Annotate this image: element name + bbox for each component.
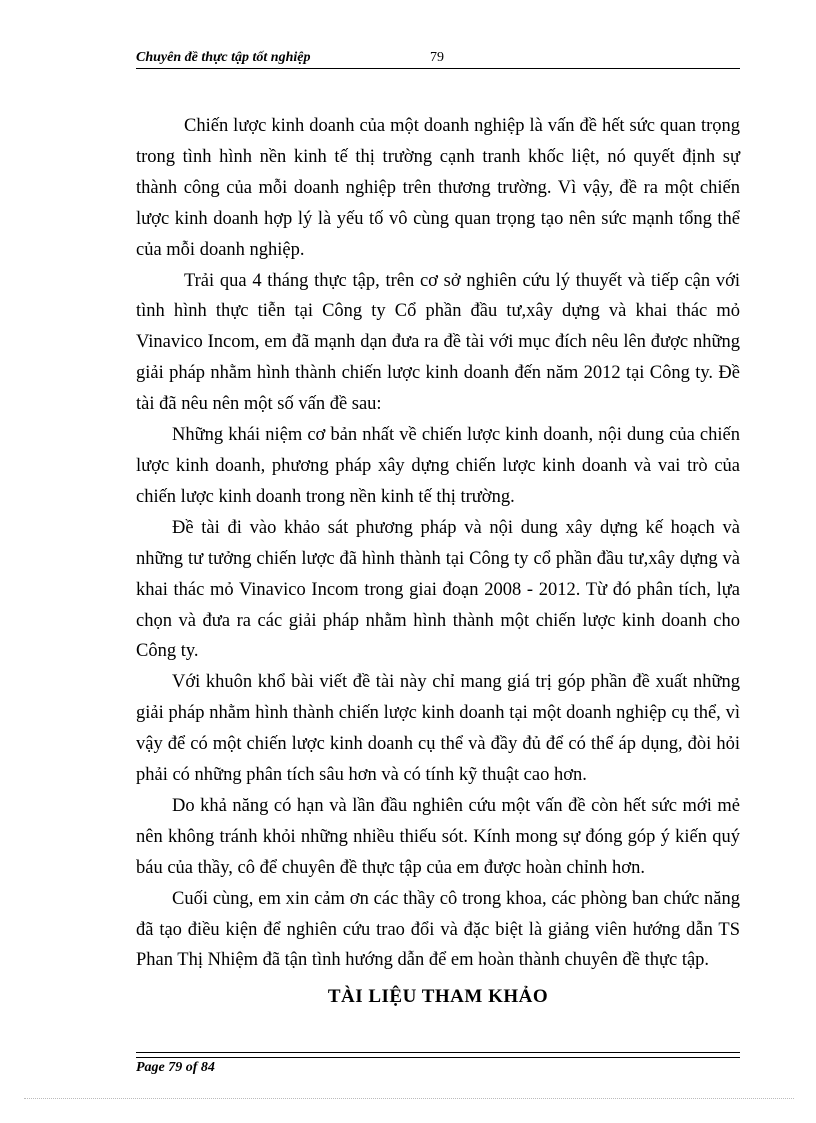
header-title: Chuyên đề thực tập tốt nghiệp	[136, 50, 311, 65]
paragraph: Với khuôn khổ bài viết đề tài này chỉ mang giá trị góp phần đề xuất những giải pháp nhằm hình thành chiến lược kinh doanh tại một doanh nghiệp cụ thể, vì vậy để có một chiến lược kinh doanh cụ thể và đầy đủ để có thể áp dụng, đòi hỏi phải có những phân tích sâu hơn và có tính kỹ thuật cao hơn.	[136, 672, 740, 786]
paragraph: Những khái niệm cơ bản nhất về chiến lược kinh doanh, nội dung của chiến lược kinh doanh, phương pháp xây dựng chiến lược kinh doanh và vai trò của chiến lược kinh doanh trong nền kinh tế thị trường.	[136, 425, 740, 507]
paragraph: Do khả năng có hạn và lần đầu nghiên cứu một vấn đề còn hết sức mới mẻ nên không tránh khỏi những nhiều thiếu sót. Kính mong sự đóng góp ý kiến quý báu của thầy, cô để chuyên đề thực tập của em được hoàn chỉnh hơn.	[136, 795, 740, 878]
header-page-number: 79	[430, 50, 444, 65]
paragraph: Đề tài đi vào khảo sát phương pháp và nội dung xây dựng kế hoạch và những tư tưởng chiến lược đã hình thành tại Công ty cổ phần đầu tư,xây dựng và khai thác mỏ Vinavico Incom trong giai đoạn 2008 - 2012. Từ đó phân tích, lựa chọn và đưa ra các giải pháp nhằm hình thành một chiến lược kinh doanh cho Công ty.	[136, 517, 740, 662]
page-header	[136, 48, 740, 70]
header-rule	[136, 68, 740, 69]
section-heading: TÀI LIỆU THAM KHẢO	[327, 986, 549, 1008]
footer-rule	[136, 1052, 740, 1058]
paragraph: Chiến lược kinh doanh của một doanh nghiệp là vấn đề hết sức quan trọng trong tình hình nền kinh tế thị trường cạnh tranh khốc liệt, nó quyết định sự thành công của mỗi doanh nghiệp trên thương trường. Vì vậy, đề ra một chiến lược kinh doanh hợp lý là yếu tố vô cùng quan trọng tạo nên sức mạnh tổng thể của mỗi doanh nghiệp.	[136, 116, 740, 260]
footer-page-label: Page 79 of 84	[136, 1060, 215, 1075]
document-body	[136, 111, 740, 1013]
paragraph: Trải qua 4 tháng thực tập, trên cơ sở nghiên cứu lý thuyết và tiếp cận với tình hình thực tiễn tại Công ty Cổ phần đầu tư,xây dựng và khai thác mỏ Vinavico Incom, em đã mạnh dạn đưa ra đề tài với mục đích nêu lên được những giải pháp nhằm hình thành chiến lược kinh doanh đến năm 2012 tại Công ty. Đề tài đã nêu nên một số vấn đề sau:	[136, 270, 740, 415]
page-bottom-divider	[24, 1098, 794, 1099]
paragraph: Cuối cùng, em xin cảm ơn các thầy cô trong khoa, các phòng ban chức năng đã tạo điều kiện để nghiên cứu trao đổi và đặc biệt là giảng viên hướng dẫn TS Phan Thị Nhiệm đã tận tình hướng dẫn để em hoàn thành chuyên đề thực tập.	[136, 888, 740, 971]
